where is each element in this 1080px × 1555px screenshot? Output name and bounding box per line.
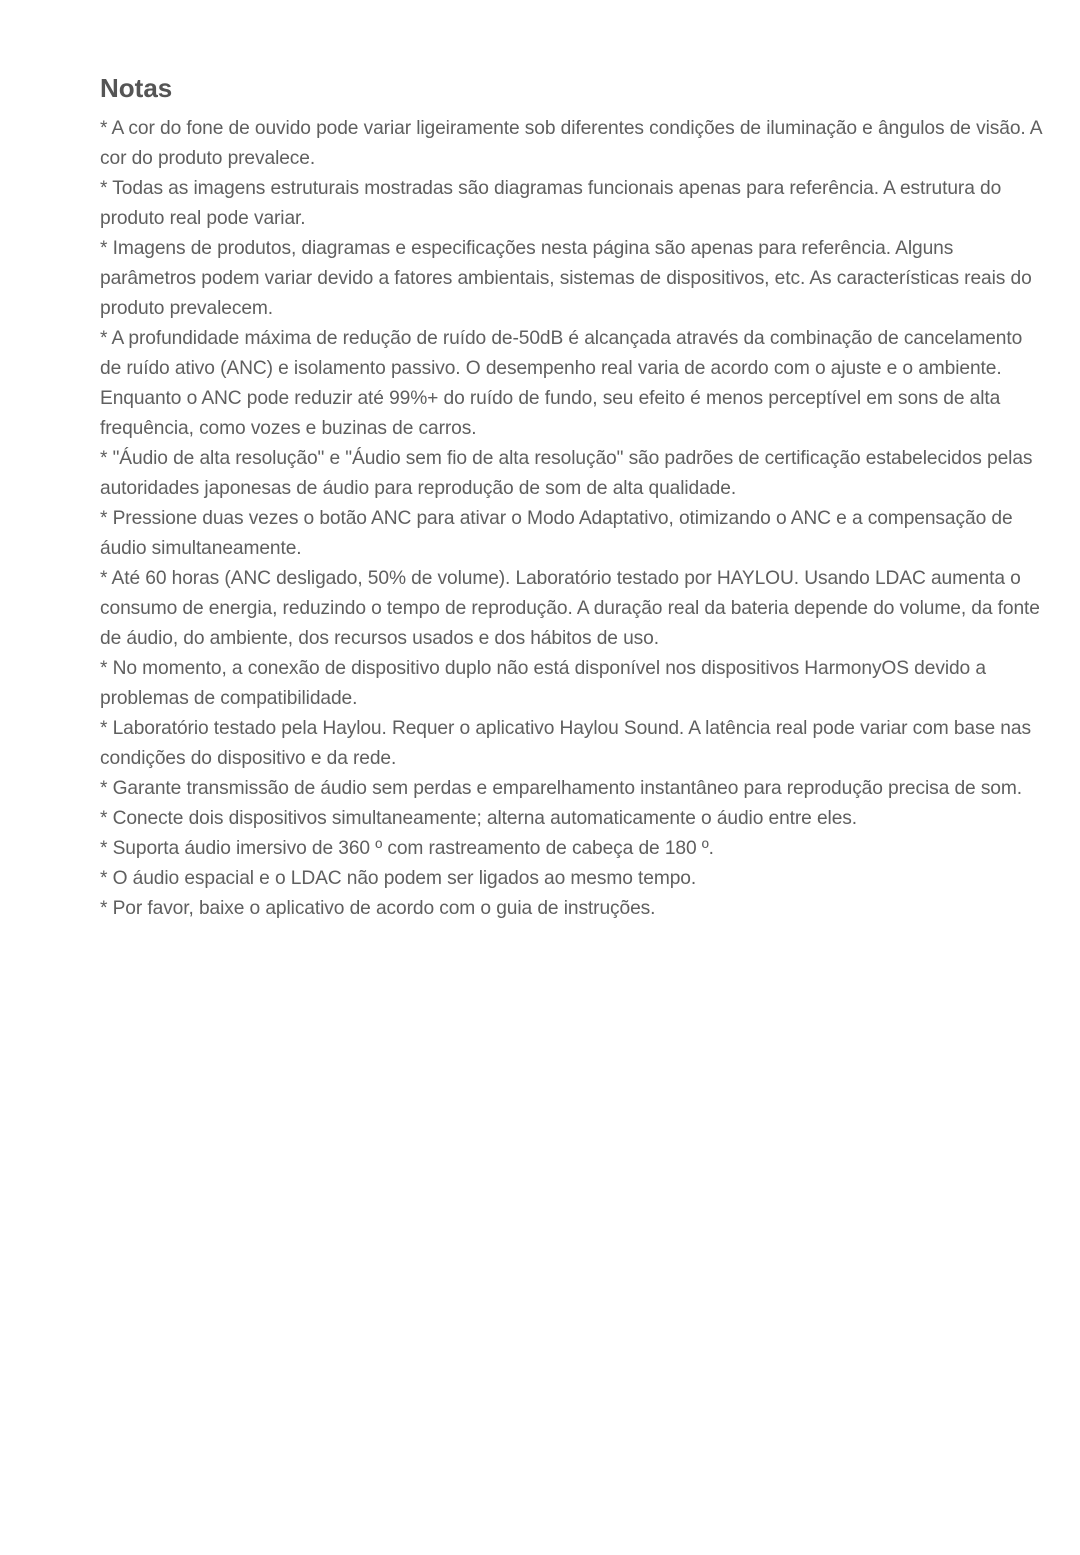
note-item: * A profundidade máxima de redução de ruído de-50dB é alcançada através da combinação de cancelamento de ruído ativo (ANC) e isolamento passivo. O desempenho real varia de acordo com o ajuste e o ambiente. Enquanto o ANC pode reduzir até 99%+ do ruído de fundo, seu efeito é menos perceptível em sons de alta frequência, como vozes e buzinas de carros. [100,328,1023,439]
notes-title: Notas [100,73,173,103]
note-item: * Por favor, baixe o aplicativo de acordo com o guia de instruções. [100,898,656,919]
note-item: * Laboratório testado pela Haylou. Requer o aplicativo Haylou Sound. A latência real pode variar com base nas condições do dispositivo e da rede. [100,718,1031,769]
note-item: * Conecte dois dispositivos simultaneamente; alterna automaticamente o áudio entre eles. [100,808,858,829]
note-item: * Suporta áudio imersivo de 360 º com rastreamento de cabeça de 180 º. [100,838,714,859]
note-item: * Até 60 horas (ANC desligado, 50% de volume). Laboratório testado por HAYLOU. Usando LDAC aumenta o consumo de energia, reduzindo o tempo de reprodução. A duração real da bateria depende do volume, da fonte de áudio, do ambiente, dos recursos usados e dos hábitos de uso. [100,568,1040,649]
notes-section [100,70,1045,924]
note-item: * O áudio espacial e o LDAC não podem ser ligados ao mesmo tempo. [100,868,697,889]
note-item: * No momento, a conexão de dispositivo duplo não está disponível nos dispositivos HarmonyOS devido a problemas de compatibilidade. [100,658,986,709]
note-item: * Imagens de produtos, diagramas e especificações nesta página são apenas para referência. Alguns parâmetros podem variar devido a fatores ambientais, sistemas de dispositivos, etc. As características reais do produto prevalecem. [100,238,1032,319]
notes-list [100,114,1045,924]
note-item: * Garante transmissão de áudio sem perdas e emparelhamento instantâneo para reprodução precisa de som. [100,778,1022,799]
note-item: * Pressione duas vezes o botão ANC para ativar o Modo Adaptativo, otimizando o ANC e a compensação de áudio simultaneamente. [100,508,1013,559]
note-item: * "Áudio de alta resolução" e "Áudio sem fio de alta resolução" são padrões de certificação estabelecidos pelas autoridades japonesas de áudio para reprodução de som de alta qualidade. [100,448,1033,499]
note-item: * A cor do fone de ouvido pode variar ligeiramente sob diferentes condições de iluminação e ângulos de visão. A cor do produto prevalece. [100,118,1042,169]
note-item: * Todas as imagens estruturais mostradas são diagramas funcionais apenas para referência. A estrutura do produto real pode variar. [100,178,1002,229]
